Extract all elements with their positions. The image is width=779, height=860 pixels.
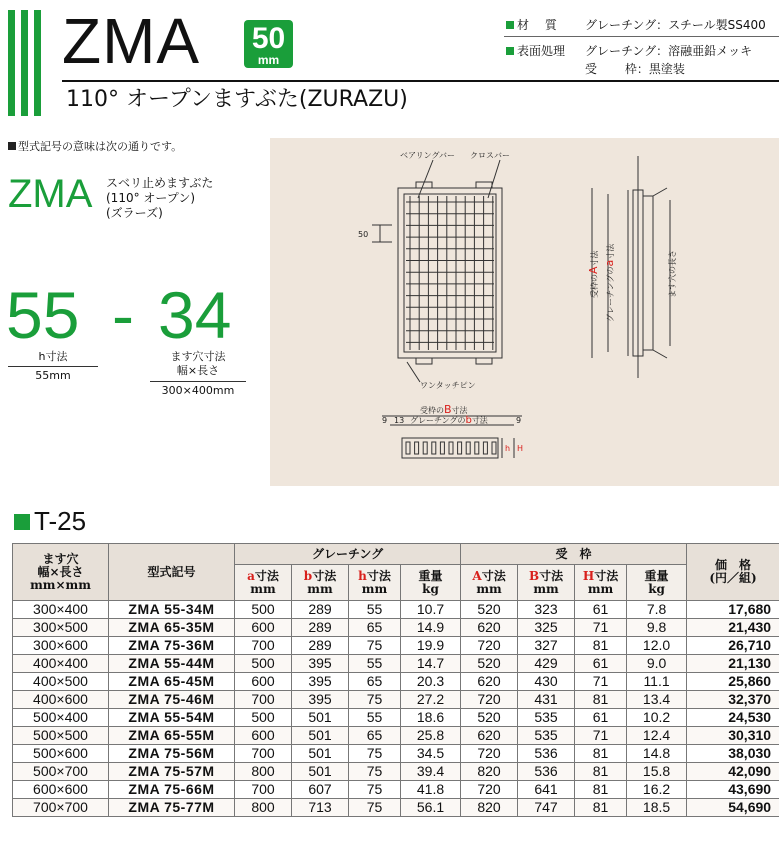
table-cell: 24,530 [687,709,779,727]
table-cell: 81 [575,799,627,817]
table-cell: 12.0 [627,637,687,655]
table-cell: 536 [518,763,575,781]
drawing-svg [270,138,779,486]
table-cell: 16.2 [627,781,687,799]
table-cell: 400×500 [13,673,109,691]
table-cell: 300×400 [13,601,109,619]
table-cell: 75 [349,745,401,763]
table-cell: 56.1 [401,799,461,817]
table-cell: ZMA 55-54M [109,709,235,727]
table-cell: 81 [575,745,627,763]
table-cell: 38,030 [687,745,779,763]
table-cell: 500×600 [13,745,109,763]
table-cell: 75 [349,763,401,781]
legend-size-number: 34 [158,278,232,352]
table-cell: 820 [461,763,518,781]
table-cell: 54,690 [687,799,779,817]
table-cell: 14.8 [627,745,687,763]
table-cell: 300×600 [13,637,109,655]
grating-b-label: グレーチングのb寸法 [410,415,488,426]
table-cell: 20.3 [401,673,461,691]
table-cell: 430 [518,673,575,691]
table-cell: 34.5 [401,745,461,763]
dim-9-left: 9 [382,416,388,425]
col-model: 型式記号 [109,544,235,601]
table-cell: 13.4 [627,691,687,709]
table-cell: 747 [518,799,575,817]
table-cell: ZMA 55-44M [109,655,235,673]
technical-drawing [270,138,779,486]
table-row [13,709,779,727]
table-cell: ZMA 75-46M [109,691,235,709]
table-cell: 41.8 [401,781,461,799]
table-cell: 700 [235,637,292,655]
legend-h-label: h寸法 [38,350,68,363]
table-cell: 21,430 [687,619,779,637]
legend-code-description: スベリ止めますぶた (110° オープン) (ズラーズ) [106,176,214,220]
table-row [13,763,779,781]
sub-col-7: 重量 kg [627,565,687,601]
table-cell: 17,680 [687,601,779,619]
table-cell: 325 [518,619,575,637]
table-cell: 620 [461,619,518,637]
title-rule [62,80,779,82]
table-cell: ZMA 65-45M [109,673,235,691]
sub-col-2: h寸法 mm [349,565,401,601]
table-cell: 65 [349,727,401,745]
table-row [13,727,779,745]
table-cell: 700 [235,745,292,763]
table-cell: 39.4 [401,763,461,781]
table-cell: 18.5 [627,799,687,817]
table-cell: ZMA 65-35M [109,619,235,637]
legend-note: 型式記号の意味は次の通りです。 [8,138,182,154]
table-cell: 10.7 [401,601,461,619]
one-touch-pin-label: ワンタッチピン [420,381,476,390]
table-cell: 713 [292,799,349,817]
table-cell: 520 [461,655,518,673]
cross-bar-label: クロスバー [470,151,510,160]
dim-9-right: 9 [516,416,522,425]
spec-surface: 表面処理 グレーチング：溶融亜鉛メッキ [506,42,752,60]
page-subtitle: 110° オープンますぶた(ZURAZU) [66,87,408,112]
legend-size-rule [150,381,246,382]
legend-dash: - [112,278,134,352]
legend-code: ZMA [8,172,93,216]
legend-size-value: 300×400mm [161,384,235,397]
table-cell: 600×600 [13,781,109,799]
group-grating: グレーチング [235,544,461,565]
table-cell: 501 [292,709,349,727]
table-cell: 71 [575,727,627,745]
spec-rule [504,36,779,37]
table-cell: 400×600 [13,691,109,709]
table-cell: 500×500 [13,727,109,745]
table-row [13,691,779,709]
table-cell: 81 [575,781,627,799]
table-cell: ZMA 75-57M [109,763,235,781]
table-cell: 55 [349,655,401,673]
sub-col-1: b寸法 mm [292,565,349,601]
table-cell: 75 [349,637,401,655]
title-accent-bar [34,10,41,116]
table-cell: ZMA 75-36M [109,637,235,655]
bearing-bar-label: ベアリングバー [400,151,456,160]
legend-h-value: 55mm [35,369,71,382]
table-cell: 75 [349,691,401,709]
table-cell: 720 [461,781,518,799]
table-cell: 25.8 [401,727,461,745]
title-accent-bar [21,10,28,116]
table-cell: 289 [292,637,349,655]
table-cell: 720 [461,637,518,655]
table-cell: 55 [349,601,401,619]
badge-unit: mm [257,53,280,67]
table-row [13,655,779,673]
table-cell: 700 [235,691,292,709]
table-cell: 607 [292,781,349,799]
table-row [13,601,779,619]
table-cell: 620 [461,673,518,691]
table-cell: 14.7 [401,655,461,673]
table-cell: 720 [461,691,518,709]
frame-B-label: 受枠のB寸法 [420,403,468,416]
table-cell: 25,860 [687,673,779,691]
table-cell: 289 [292,619,349,637]
table-cell: 500 [235,655,292,673]
grating-outline [404,194,496,352]
table-cell: 43,690 [687,781,779,799]
dim-13: 13 [394,416,405,425]
table-cell: 500×700 [13,763,109,781]
table-cell: 535 [518,727,575,745]
table-cell: 720 [461,745,518,763]
table-row [13,619,779,637]
table-cell: 81 [575,763,627,781]
table-row [13,637,779,655]
table-heading: T-25 [14,506,86,536]
table-cell: 11.1 [627,673,687,691]
table-cell: ZMA 65-55M [109,727,235,745]
table-cell: 15.8 [627,763,687,781]
table-cell: 500×400 [13,709,109,727]
badge-number: 50 [251,22,286,55]
table-cell: 535 [518,709,575,727]
table-cell: 700×700 [13,799,109,817]
table-cell: 21,130 [687,655,779,673]
table-cell: 61 [575,709,627,727]
h-letter: h [505,444,511,453]
spec-frame: 受 枠：黒塗装 [585,62,685,76]
table-cell: 500 [235,709,292,727]
dim-50: 50 [358,230,369,239]
table-cell: 501 [292,745,349,763]
table-cell: 26,710 [687,637,779,655]
table-cell: 395 [292,655,349,673]
table-row [13,745,779,763]
table-cell: 75 [349,799,401,817]
table-cell: 61 [575,601,627,619]
group-frame: 受 枠 [461,544,687,565]
table-cell: 600 [235,619,292,637]
table-cell: 27.2 [401,691,461,709]
table-cell: 800 [235,799,292,817]
table-cell: ZMA 75-66M [109,781,235,799]
table-cell: 71 [575,673,627,691]
bearing-bars [410,196,493,350]
table-cell: 501 [292,763,349,781]
section-bars [406,442,496,454]
table-cell: 327 [518,637,575,655]
legend-size-label-2: 幅×長さ [176,364,220,377]
table-cell: 400×400 [13,655,109,673]
table-cell: 700 [235,781,292,799]
H-letter: H [517,444,524,453]
table-cell: 323 [518,601,575,619]
table-cell: 520 [461,709,518,727]
legend-size-label: ます穴寸法 [170,350,226,363]
table-cell: ZMA 75-77M [109,799,235,817]
spec-material: 材 質 グレーチング：スチール製SS400 [506,16,766,34]
table-cell: 14.9 [401,619,461,637]
table-cell: 81 [575,691,627,709]
table-cell: 42,090 [687,763,779,781]
table-cell: 19.9 [401,637,461,655]
table-row [13,799,779,817]
sub-col-4: A寸法 mm [461,565,518,601]
table-cell: 820 [461,799,518,817]
table-cell: 75 [349,781,401,799]
table-cell: 9.8 [627,619,687,637]
grating-a-label: グレーチングのa寸法 [603,243,616,322]
title-accent-bar [8,10,15,116]
table-cell: 431 [518,691,575,709]
table-cell: 501 [292,727,349,745]
legend-h-number: 55 [6,278,80,352]
table-cell: 520 [461,601,518,619]
frame-A-label: 受枠のA寸法 [587,250,600,298]
table-cell: ZMA 75-56M [109,745,235,763]
table-cell: 395 [292,673,349,691]
table-cell: 30,310 [687,727,779,745]
table-cell: 65 [349,673,401,691]
sub-col-6: H寸法 mm [575,565,627,601]
table-cell: 395 [292,691,349,709]
table-row [13,781,779,799]
table-cell: 641 [518,781,575,799]
table-cell: 71 [575,619,627,637]
price-table [12,543,779,817]
col-price: 価 格 (円／組) [687,544,779,601]
table-cell: 10.2 [627,709,687,727]
table-cell: 620 [461,727,518,745]
table-row [13,673,779,691]
col-hole: ます穴 幅×長さ mm×mm [13,544,109,601]
table-cell: 289 [292,601,349,619]
table-cell: 500 [235,601,292,619]
table-cell: 55 [349,709,401,727]
table-cell: 800 [235,763,292,781]
table-cell: 81 [575,637,627,655]
legend-h-rule [8,366,98,367]
table-cell: 18.6 [401,709,461,727]
table-cell: 32,370 [687,691,779,709]
table-cell: 61 [575,655,627,673]
sub-col-5: B寸法 mm [518,565,575,601]
size-badge [244,20,293,68]
page-title: ZMA [62,5,201,77]
table-cell: 600 [235,673,292,691]
table-cell: ZMA 55-34M [109,601,235,619]
hole-length-label: ます穴の長さ [668,250,677,298]
sub-col-0: a寸法 mm [235,565,292,601]
table-cell: 600 [235,727,292,745]
table-cell: 7.8 [627,601,687,619]
table-cell: 9.0 [627,655,687,673]
table-cell: 536 [518,745,575,763]
table-cell: 429 [518,655,575,673]
table-cell: 300×500 [13,619,109,637]
table-cell: 12.4 [627,727,687,745]
sub-col-3: 重量 kg [401,565,461,601]
table-cell: 65 [349,619,401,637]
